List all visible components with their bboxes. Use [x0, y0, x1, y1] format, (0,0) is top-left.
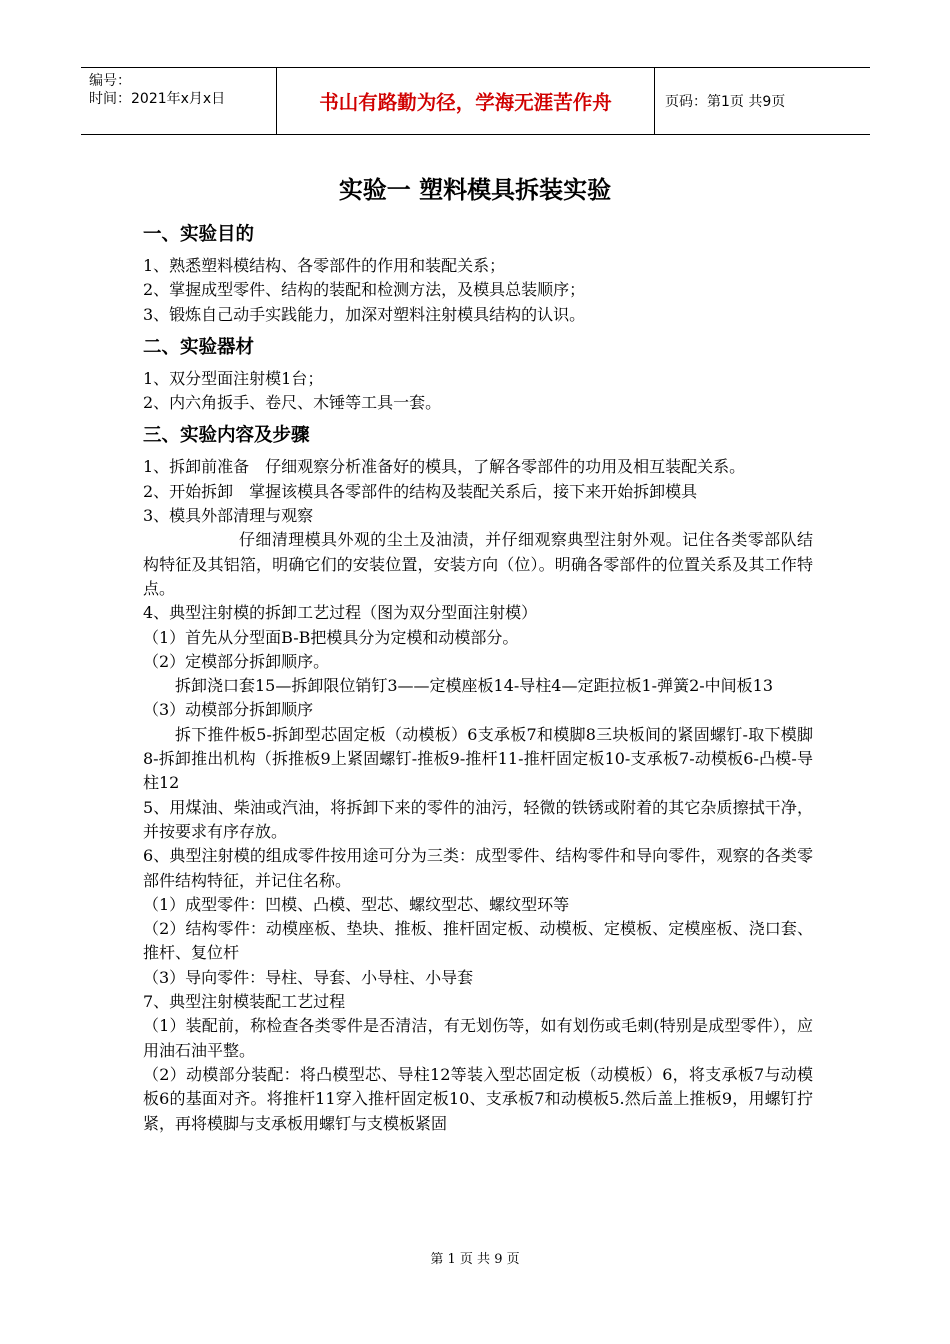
paragraph: 1、熟悉塑料模结构、各零部件的作用和装配关系； [143, 256, 506, 275]
paragraph: （2）结构零件：动模座板、垫块、推板、推杆固定板、动模板、定模板、定模座板、浇口套、推杆、复位杆 [143, 919, 813, 963]
paragraph: 3、模具外部清理与观察 [143, 506, 314, 526]
paragraph: 5、用煤油、柴油或汽油，将拆卸下来的零件的油污，轻微的铁锈或附着的其它杂质擦拭干净，并按要求有序存放。 [143, 797, 813, 841]
paragraph: （1）装配前，称检查各类零件是否清洁，有无划伤等，如有划伤或毛刺(特别是成型零件），应用油石油平整。 [143, 1016, 813, 1060]
header-page-info: 页码：第1页 共9页 [665, 94, 786, 110]
paragraph: （3）动模部分拆卸顺序 [143, 700, 314, 720]
paragraph: 4、典型注射模的拆卸工艺过程（图为双分型面注射模） [143, 603, 538, 623]
doc-number-label: 编号： [89, 73, 131, 89]
paragraph: 1、拆卸前准备 仔细观察分析准备好的模具，了解各零部件的功用及相互装配关系。 [143, 457, 746, 477]
paragraph: （2）动模部分装配：将凸模型芯、导柱12等装入型芯固定板（动模板）6，将支承板7与动模板6的基面对齐。将推杆11穿入推杆固定板10、支承板7和动模板5.然后盖上推板9，用螺钉拧紧，再将模脚与支承板用螺钉与支模板紧固 [143, 1064, 813, 1133]
paragraph: （3）导向零件：导柱、导套、小导柱、小导套 [143, 967, 474, 987]
paragraph: 拆下推件板5-拆卸型芯固定板（动模板）6支承板7和模脚8三块板间的紧固螺钉-取下模脚8-拆卸推出机构（拆推板9上紧固螺钉-推板9-推杆11-推杆固定板10-支承板7-动模板6-凸模-导柱12 [143, 724, 813, 793]
paragraph: （1）首先从分型面B-B把模具分为定模和动模部分。 [143, 627, 519, 647]
header-meta [81, 68, 277, 134]
section-heading-equipment: 二、实验器材 [143, 336, 255, 358]
section-heading-purpose: 一、实验目的 [143, 224, 255, 245]
page-footer: 第 1 页 共 9 页 [430, 1252, 520, 1267]
paragraph: 2、内六角扳手、卷尺、木锤等工具一套。 [143, 393, 442, 413]
paragraph: 仔细清理模具外观的尘土及油渍，并仔细观察典型注射外观。记住各类零部队结构特征及其铝箔，明确它们的安装位置，安装方向（位）。明确各零部件的位置关系及其工作特点。 [143, 530, 813, 598]
header-motto: 书山有路勤为径，学海无涯苦作舟 [277, 68, 655, 134]
paragraph: （1）成型零件：凹模、凸模、型芯、螺纹型芯、螺纹型环等 [143, 894, 570, 914]
doc-time-label: 时间：2021年x月x日 [89, 91, 226, 107]
paragraph: 拆卸浇口套15—拆卸限位销钉3——定模座板14-导柱4—定距拉板1-弹簧2-中间板13 [175, 676, 774, 696]
paragraph: 7、典型注射模装配工艺过程 [143, 992, 346, 1012]
paragraph: 6、典型注射模的组成零件按用途可分为三类：成型零件、结构零件和导向零件，观察的各类零部件结构特征，并记住名称。 [143, 846, 813, 890]
document-title: 实验一 塑料模具拆装实验 [338, 176, 612, 204]
page-header [81, 67, 870, 135]
document-body [143, 222, 813, 1136]
paragraph: 1、双分型面注射模1台； [143, 368, 324, 388]
section-heading-procedure: 三、实验内容及步骤 [143, 425, 310, 447]
paragraph: 2、掌握成型零件、结构的装配和检测方法，及模具总装顺序； [143, 280, 586, 300]
paragraph: 3、锻炼自己动手实践能力，加深对塑料注射模具结构的认识。 [143, 304, 586, 324]
paragraph: （2）定模部分拆卸顺序。 [143, 651, 330, 671]
paragraph: 2、开始拆卸 掌握该模具各零部件的结构及装配关系后，接下来开始拆卸模具 [143, 481, 698, 501]
